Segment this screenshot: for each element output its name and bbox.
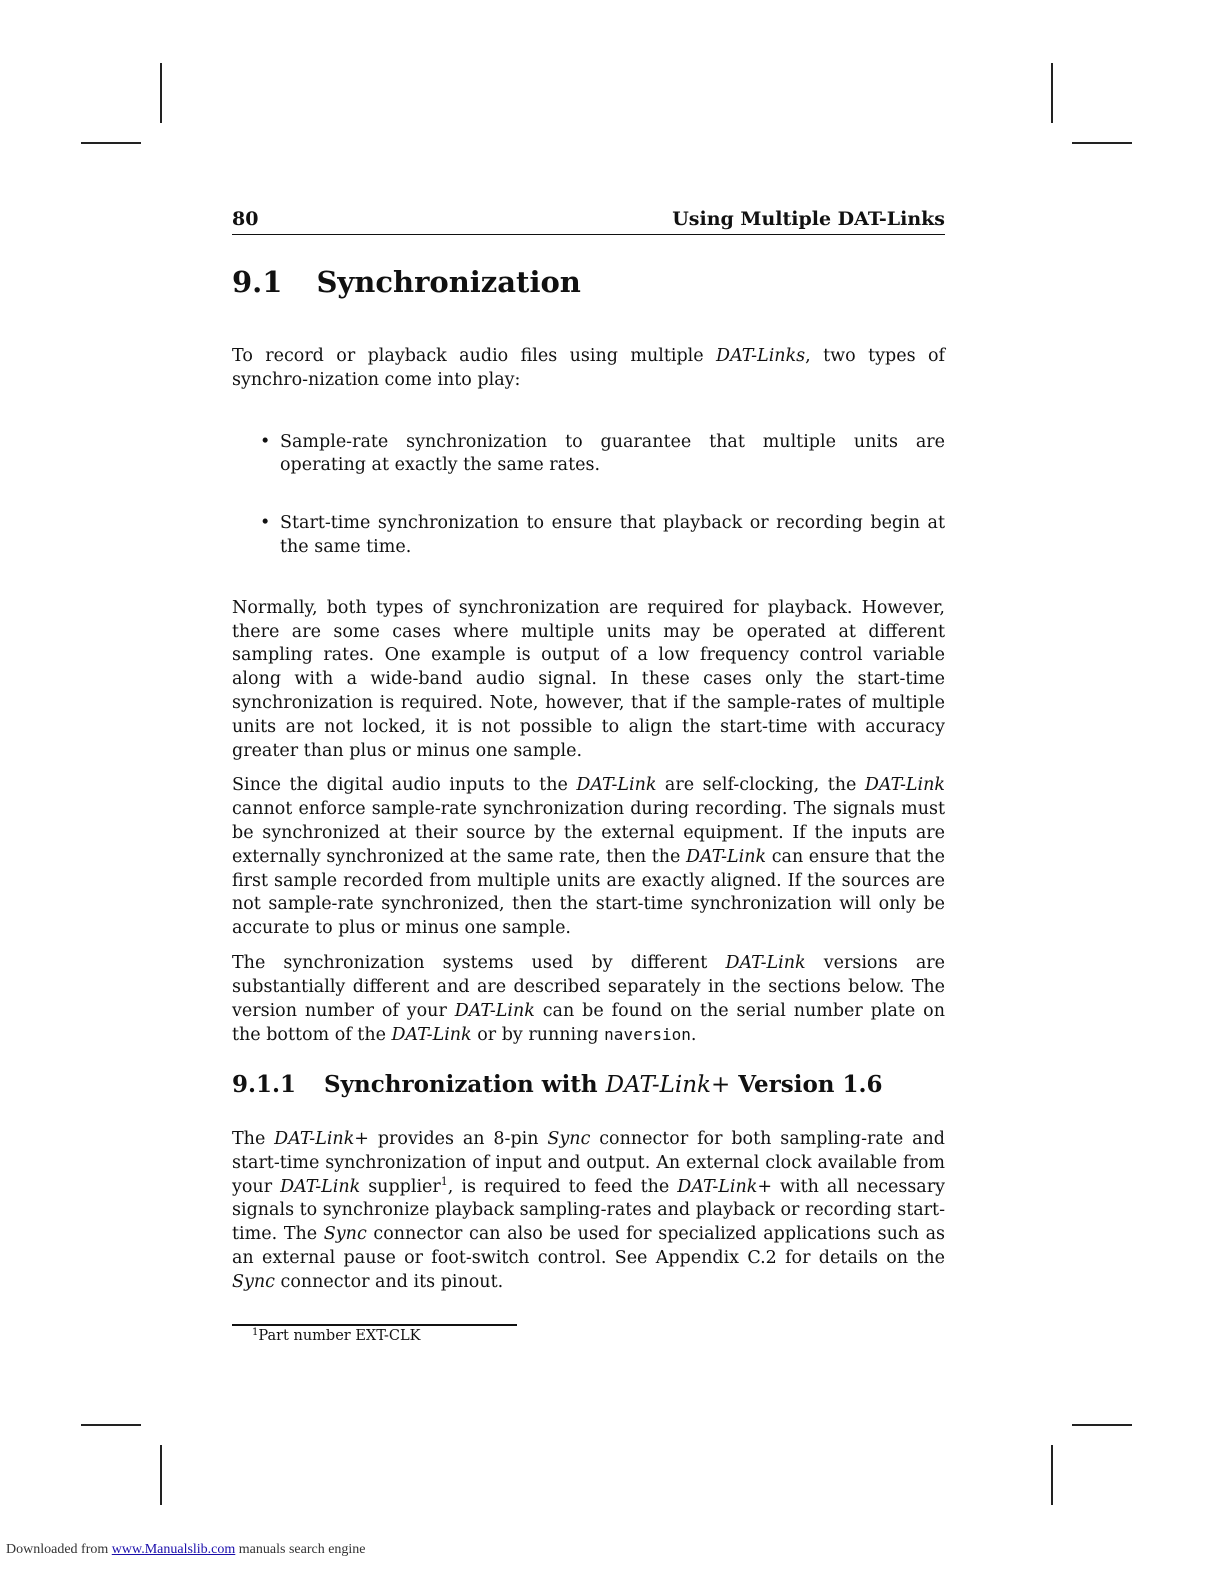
paragraph-self-clocking: Since the digital audio inputs to the DAT-Link are self-clocking, the DAT-Link cannot enforce sample-rate synchronization during recording. The signals must be synchronized at their source by the external equipment. If the inputs are externally synchronized at the same rate, then the DAT-Link can ensure that the first sample recorded from multiple units are exactly aligned. If the sources are not sample-rate synchronized, then the start-time synchronization will only be accurate to plus or minus one sample.	[232, 775, 945, 939]
bullet-icon: •	[260, 431, 271, 452]
download-banner: Downloaded from www.Manualslib.com manuals search engine	[6, 1542, 366, 1557]
running-header	[232, 208, 945, 235]
section-number: 9.1	[232, 265, 283, 299]
crop-mark-top-left-vertical	[160, 63, 162, 123]
subsection-title: Synchronization with DAT-Link+ Version 1.6	[324, 1071, 883, 1098]
crop-mark-top-right-horizontal	[1072, 142, 1132, 144]
list-item: • Start-time synchronization to ensure that playback or recording begin at the same time.	[260, 513, 945, 557]
manualslib-link[interactable]: www.Manualslib.com	[111, 1542, 236, 1557]
crop-mark-bottom-left-vertical	[160, 1445, 162, 1505]
intro-paragraph: To record or playback audio files using multiple DAT-Links, two types of synchro-nization come into play:	[232, 346, 945, 390]
subsection-number: 9.1.1	[232, 1071, 297, 1098]
paragraph-versions: The synchronization systems used by different DAT-Link versions are substantially different and are described separately in the sections below. The version number of your DAT-Link can be found on the serial number plate on the bottom of the DAT-Link or by running naversion.	[232, 952, 945, 1046]
footnote: $^1$Part number EXT-CLK	[252, 1327, 421, 1344]
chapter-title: Using Multiple DAT-Links	[672, 208, 945, 230]
subsection-body	[232, 1128, 945, 1295]
crop-mark-bottom-right-horizontal	[1072, 1424, 1132, 1426]
paragraph-normally: Normally, both types of synchronization are required for playback. However, there are some cases where multiple units may be operated at different sampling rates. One example is output of a low frequency control variable along with a wide-band audio signal. In these cases only the start-time synchronization is required. Note, however, that if the sample-rates of multiple units are not locked, it is not possible to align the start-time with accuracy greater than plus or minus one sample.	[232, 597, 945, 761]
page-body	[232, 208, 945, 1048]
subsection-heading	[232, 1071, 883, 1098]
bullet-icon: •	[260, 513, 271, 534]
section-title: Synchronization	[316, 265, 581, 299]
page-number: 80	[232, 208, 259, 230]
footnote-rule	[232, 1324, 517, 1326]
crop-mark-bottom-left-horizontal	[81, 1424, 141, 1426]
footnote-marker: 1	[440, 1174, 448, 1188]
list-item: • Sample-rate synchronization to guarantee that multiple units are operating at exactly the same rates.	[260, 431, 945, 476]
paragraph-sync-connector: The DAT-Link+ provides an 8-pin Sync connector for both sampling-rate and start-time synchronization of input and output. An external clock available from your DAT-Link supplier$^1$, is required to feed the DAT-Link+ with all necessary signals to synchronize playback sampling-rates and playback or recording start-time. The Sync connector can also be used for specialized applications such as an external pause or foot-switch control. See Appendix C.2 for details on the Sync connector and its pinout.	[232, 1129, 945, 1292]
crop-mark-bottom-right-vertical	[1051, 1445, 1053, 1505]
section-heading	[232, 265, 945, 299]
crop-mark-top-left-horizontal	[81, 142, 141, 144]
sync-types-list	[232, 431, 945, 560]
command-naversion: naversion	[604, 1025, 691, 1045]
crop-mark-top-right-vertical	[1051, 63, 1053, 123]
